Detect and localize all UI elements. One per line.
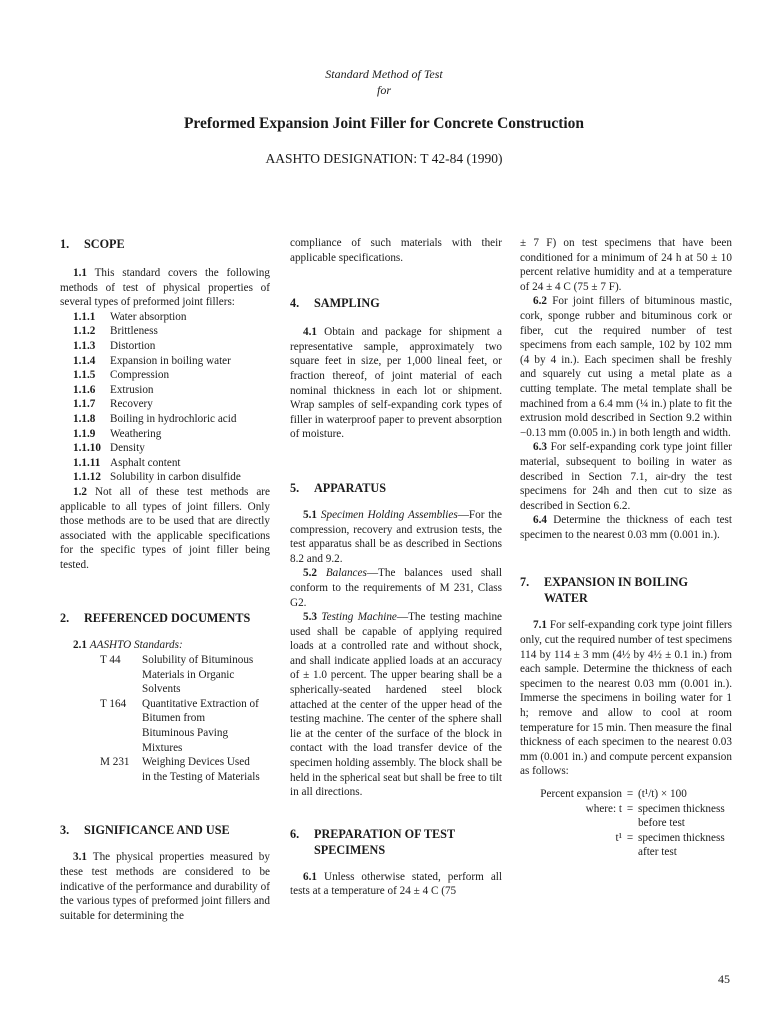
- list-item: 1.1.5 Compression: [73, 369, 170, 382]
- paragraph-3-1: 3.1 The physical properties measured by these test methods are considered to be indicative of the performance and durability of the various types of preformed joint fillers and suitable for determining the: [60, 851, 270, 922]
- where-definition: where: t = specimen thickness before test: [585, 802, 725, 830]
- list-item: 1.1.1 Water absorption: [73, 310, 187, 323]
- list-item: 1.1.8 Boiling in hydrochloric acid: [73, 412, 237, 425]
- header-line1: Standard Method of Test: [325, 67, 443, 81]
- paragraph-6-1: 6.1 Unless otherwise stated, perform all tests at a temperature of 24 ± 4 C (75: [290, 870, 503, 898]
- list-item: 1.1.11 Asphalt content: [73, 456, 181, 469]
- section-heading-sampling: 4. SAMPLING: [290, 296, 380, 311]
- document-title: Preformed Expansion Joint Filler for Concrete Construction: [183, 115, 585, 132]
- paragraph-6-4: 6.4 Determine the thickness of each test specimen to the nearest 0.03 mm (0.001 in.).: [520, 514, 733, 541]
- paragraph-6-1-continued: ± 7 F) on test specimens that have been conditioned for a minimum of 24 h at 50 ± 10 percent relative humidity and at a temperature of 24 ± 4 C (75 ± 7 F).: [520, 237, 732, 293]
- paragraph-1-2: 1.2 Not all of these test methods are applicable to all types of joint fillers. Only those methods are to be used that are directly associated with the applicable specifications for the specific types of joint filler being tested.: [60, 485, 271, 571]
- paragraph-5-1: 5.1 Specimen Holding Assemblies—For the compression, recovery and extrusion tests, the test apparatus shall be as described in Sections 8.2 and 9.2.: [290, 508, 502, 565]
- paragraph-6-3: 6.3 For self-expanding cork type joint filler material, subsequent to boiling in water as described in Section 7.1, air-dry the test specimens for 24h and then cut to size as described in Section 6.2.: [520, 441, 733, 512]
- paragraph-5-3: 5.3 Testing Machine—The testing machine used shall be capable of applying required loads at a controlled rate and without shock, and shall indicate applied loads at an accuracy of ± 1.0 percent. The upper bearing shall be a spherically-seated hardened steel block attached at the center of the upper head of the testing machine. The center of the sphere shall lie at the center of the surface of the block in contact with the load transfer device of the specimen holding assembly. The block shall be held in the spherical seat but shall be free to tilt in all directions.: [290, 611, 503, 799]
- section-heading-referenced-documents: 2. REFERENCED DOCUMENTS: [60, 611, 251, 626]
- column-2: [290, 236, 502, 899]
- aashto-designation: AASHTO DESIGNATION: T 42-84 (1990): [265, 151, 503, 166]
- paragraph-3-1-continued: compliance of such materials with their applicable specifications.: [290, 237, 502, 264]
- list-item: 1.1.12 Solubility in carbon disulfide: [73, 471, 241, 484]
- section-heading-apparatus: 5. APPARATUS: [290, 480, 386, 495]
- referenced-standard: T 44 Solubility of Bituminous Materials in Organic Solvents: [100, 654, 254, 696]
- section-heading-expansion: 7. EXPANSION IN BOILING WATER: [520, 575, 689, 606]
- list-item: 1.1.7 Recovery: [73, 398, 153, 411]
- percent-expansion-formula: Percent expansion = (t¹/t) × 100: [540, 788, 687, 800]
- paragraph-7-1: 7.1 For self-expanding cork type joint fillers only, cut the required number of test specimens 114 by 114 ± 3 mm (4½ by 4½ ± 0.1 in.) from each sample. Determine the thickness of each specimen to the nearest 0.03 mm (0.001 in.). Immerse the specimens in boiling water for 1 h; remove and allow to cool at room temperature for 15 min. Then measure the final thickness of each specimen to the nearest 0.03 mm (0.001 in.) and compute percent expansion as follows:: [520, 619, 732, 778]
- section-heading-scope: 1. SCOPE: [60, 237, 125, 251]
- paragraph-6-2: 6.2 For joint fillers of bituminous mastic, cork, sponge rubber and bituminous cork or fiber, cut the required number of test specimens from each sample, 102 by 102 mm (4 by 4 in.). Each specimen shall be freshly and squarely cut using a metal plate as a cutting template. The metal template shall be machined from a 6.4 mm (¼ in.) plate to fit the extrusion mold described in Section 9.2 within −0.13 mm (0.005 in.) in both length and width.: [520, 295, 732, 439]
- paragraph-1-1: 1.1 This standard covers the following methods of test of physical properties of several types of preformed joint fillers:: [60, 267, 270, 309]
- header-line2: for: [376, 83, 391, 97]
- column-3: [520, 236, 732, 860]
- standard-method-header: [0, 66, 768, 98]
- aashto-standards-heading: 2.1 AASHTO Standards:: [73, 639, 183, 652]
- list-item: 1.1.6 Extrusion: [73, 383, 154, 396]
- list-item: 1.1.4 Expansion in boiling water: [73, 354, 231, 367]
- page-number: 45: [718, 972, 730, 986]
- list-item: 1.1.2 Brittleness: [73, 325, 158, 338]
- paragraph-5-2: 5.2 Balances—The balances used shall conform to the requirements of M 231, Class G2.: [290, 567, 503, 609]
- list-item: 1.1.3 Distortion: [73, 339, 156, 352]
- list-item: 1.1.10 Density: [73, 442, 145, 455]
- list-item: 1.1.9 Weathering: [73, 427, 162, 440]
- referenced-standard: M 231 Weighing Devices Used in the Testing of Materials: [100, 756, 260, 783]
- paragraph-4-1: 4.1 Obtain and package for shipment a representative sample, approximately two square feet in size, per 1,000 lineal feet, or fraction thereof, of joint material of each nominal thickness in each lot or shipment. Wrap samples of self-expanding cork types of filler in waterproof paper to prevent absorption of moisture.: [290, 326, 502, 441]
- section-heading-preparation: 6. PREPARATION OF TEST SPECIMENS: [290, 826, 455, 857]
- column-1: [60, 236, 270, 923]
- where-definition: t¹ = specimen thickness after test: [615, 831, 725, 859]
- section-heading-significance: 3. SIGNIFICANCE AND USE: [60, 823, 230, 838]
- referenced-standard: T 164 Quantitative Extraction of Bitumen from Bituminous Paving Mixtures: [100, 697, 259, 754]
